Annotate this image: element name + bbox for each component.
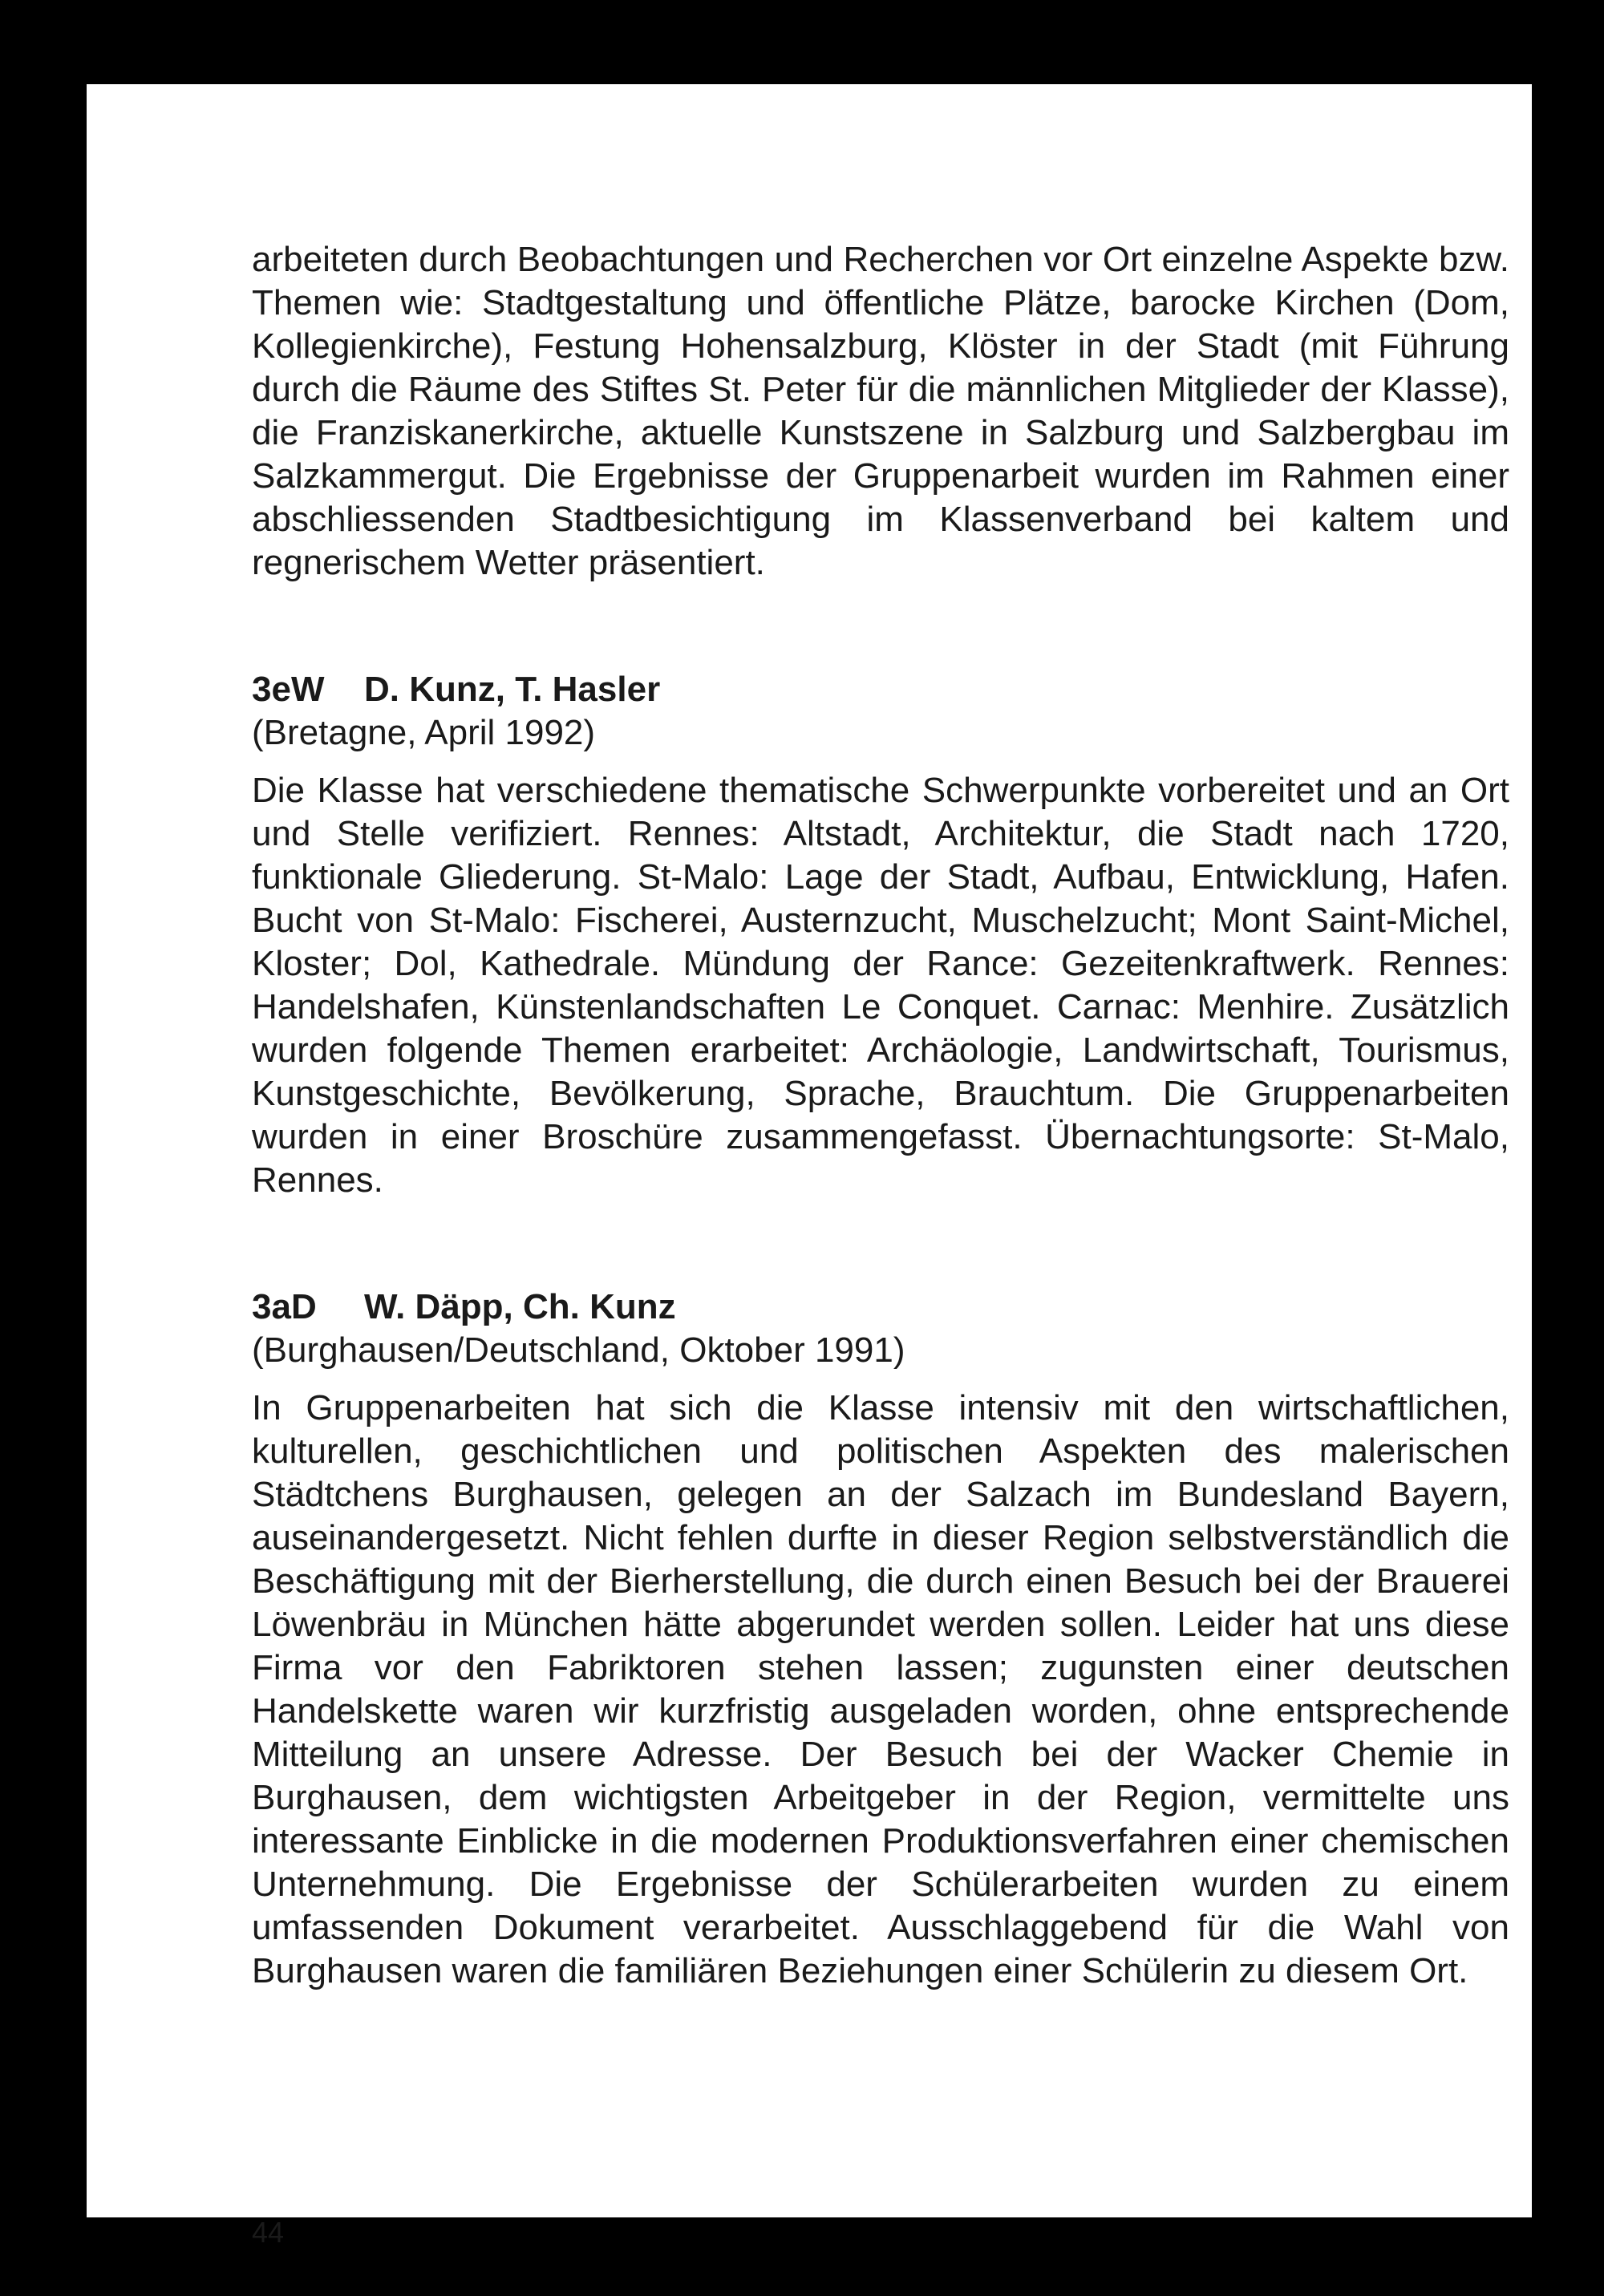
intro-paragraph: arbeiteten durch Beobachtungen und Recherchen vor Ort einzelne Aspekte bzw. Themen wie: Stadtgestaltung und öffentliche Plätze, barocke Kirchen (Dom, Kollegienkirche), Festung Hohensalzburg, Klöster in der Stadt (mit Führung durch die Räume des Stiftes St. Peter für die männlichen Mitglieder der Klasse), die Franziskanerkirche, aktuelle Kunstszene in Salzburg und Salzbergbau im Salzkammergut. Die Ergebnisse der Gruppenarbeit wurden im Rahmen einer abschliessenden Stadtbesichtigung im Klassenverband bei kaltem und regnerischem Wetter präsentiert. [252, 240, 1509, 582]
teachers: D. Kunz, T. Hasler [364, 670, 661, 709]
trip-info: (Burghausen/Deutschland, Oktober 1991) [252, 1330, 905, 1370]
section-paragraph: In Gruppenarbeiten hat sich die Klasse intensiv mit den wirtschaftlichen, kulturellen, geschichtlichen und politischen Aspekten des malerischen Städtchens Burghausen, gelegen an der Salzach im Bundesland Bayern, auseinandergesetzt. Nicht fehlen durfte in dieser Region selbstverständlich die Beschäftigung mit der Bierherstellung, die durch einen Besuch bei der Brauerei Löwenbräu in München hätte abgerundet werden sollen. Leider hat uns diese Firma vor den Fabriktoren stehen lassen; zugunsten einer deutschen Handelskette waren wir kurzfristig ausgeladen worden, ohne entsprechende Mitteilung an unsere Adresse. Der Besuch bei der Wacker Chemie in Burghausen, dem wichtigsten Arbeitgeber in der Region, vermittelte uns interessante Einblicke in die modernen Produktionsverfahren einer chemischen Unternehmung. Die Ergebnisse der Schülerarbeiten wurden zu einem umfassenden Dokument verarbeitet. Ausschlaggebend für die Wahl von Burghausen waren die familiären Beziehungen einer Schülerin zu diesem Ort. [252, 1388, 1509, 1990]
section-heading [252, 668, 1509, 711]
section-heading [252, 1286, 1509, 1329]
page-content [252, 238, 1509, 1993]
trip-info: (Bretagne, April 1992) [252, 713, 596, 752]
teachers: W. Däpp, Ch. Kunz [364, 1287, 676, 1326]
section-paragraph: Die Klasse hat verschiedene thematische Schwerpunkte vorbereitet und an Ort und Stelle verifiziert. Rennes: Altstadt, Architektur, die Stadt nach 1720, funktionale Gliederung. St-Malo: Lage der Stadt, Aufbau, Entwicklung, Hafen. Bucht von St-Malo: Fischerei, Austernzucht, Muschelzucht; Mont Saint-Michel, Kloster; Dol, Kathedrale. Mündung der Rance: Gezeitenkraftwerk. Rennes: Handelshafen, Künstenlandschaften Le Conquet. Carnac: Menhire. Zusätzlich wurden folgende Themen erarbeitet: Archäologie, Landwirtschaft, Tourismus, Kunstgeschichte, Bevölkerung, Sprache, Brauchtum. Die Gruppenarbeiten wurden in einer Broschüre zusammengefasst. Übernachtungsorte: St-Malo, Rennes. [252, 771, 1509, 1200]
page-number: 44 [252, 2216, 285, 2249]
class-code: 3aD [252, 1287, 317, 1326]
section-3ew [252, 668, 1509, 1202]
section-3ad [252, 1286, 1509, 1993]
class-code: 3eW [252, 670, 325, 709]
document-page [87, 84, 1532, 2249]
